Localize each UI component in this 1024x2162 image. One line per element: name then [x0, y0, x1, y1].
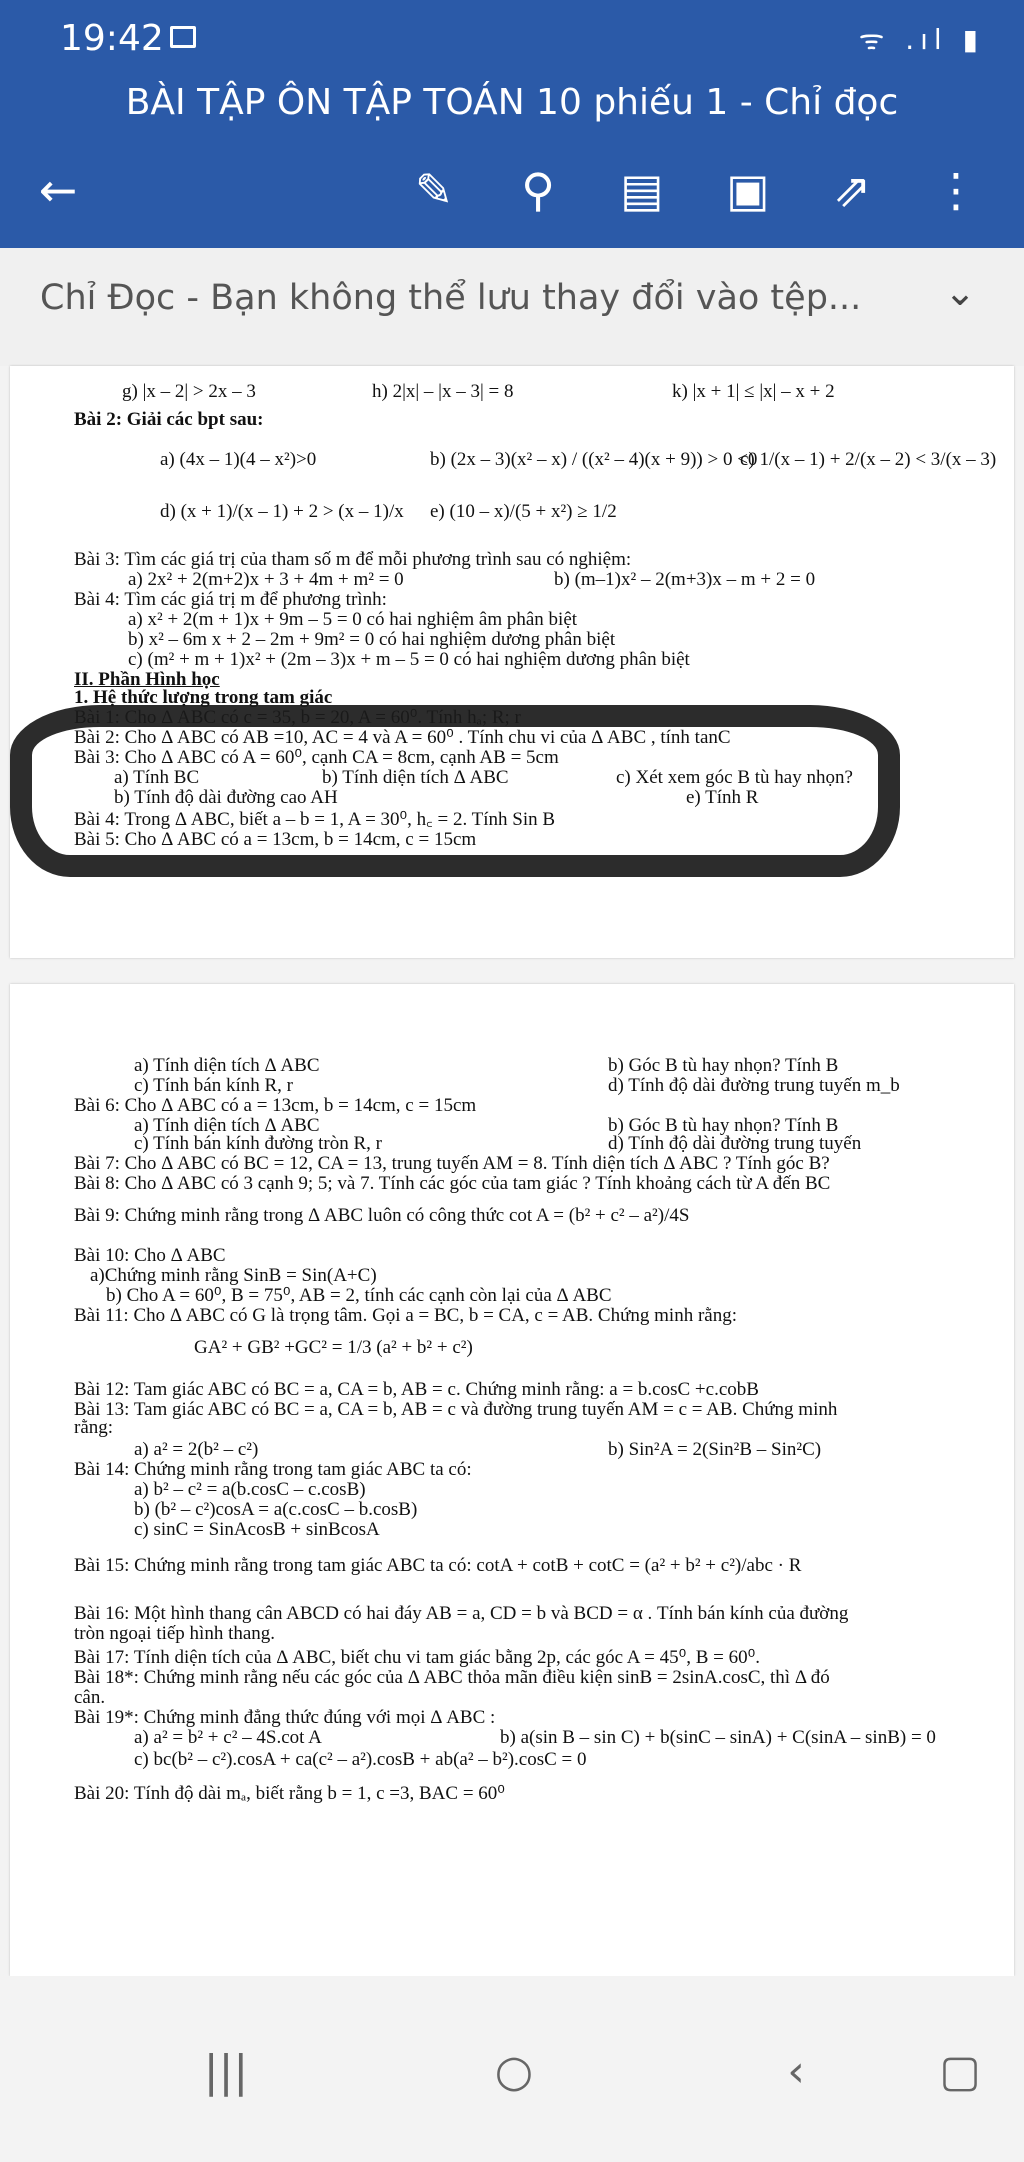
text-line: b) (m–1)x² – 2(m+3)x – m + 2 = 0 — [554, 569, 816, 590]
text-line: Bài 11: Cho Δ ABC có G là trọng tâm. Gọi a = BC, b = CA, c = AB. Chứng minh rằng: — [74, 1305, 737, 1326]
text-line: Bài 19*: Chứng minh đẳng thức đúng với mọi Δ ABC : — [74, 1707, 496, 1728]
text-line: tròn ngoại tiếp hình thang. — [74, 1623, 276, 1644]
text-line: Bài 4: Tìm các giá trị m để phương trình: — [74, 589, 387, 610]
text-line: a) b² – c² = a(b.cosC – c.cosB) — [134, 1479, 366, 1500]
status-time: 19:42 — [60, 18, 164, 59]
text-line: b) Góc B tù hay nhọn? Tính B — [608, 1115, 839, 1136]
text-line: c) Tính bán kính R, r — [134, 1075, 294, 1096]
system-navigation-bar — [0, 1976, 1024, 2162]
text-line: c) bc(b² – c²).cosA + ca(c² – a²).cosB + ab(a² – b²).cosC = 0 — [134, 1749, 587, 1770]
text-line: Bài 16: Một hình thang cân ABCD có hai đáy AB = a, CD = b và BCD = α . Tính bán kính của đường — [74, 1603, 849, 1624]
text-line: c) 1/(x – 1) + 2/(x – 2) < 3/(x – 3) — [740, 449, 997, 470]
text-line: c) Xét xem góc B tù hay nhọn? — [616, 767, 853, 788]
text-line: b) Tính độ dài đường cao AH — [114, 787, 338, 808]
text-line: b) a(sin B – sin C) + b(sinC – sinA) + C(sinA – sinB) = 0 — [500, 1727, 936, 1748]
text-line: c) Tính bán kính đường tròn R, r — [134, 1133, 382, 1154]
text-line: g) |x – 2| > 2x – 3 — [122, 381, 256, 402]
document-title: BÀI TẬP ÔN TẬP TOÁN 10 phiếu 1 - Chỉ đọc — [125, 82, 899, 123]
text-line: Bài 3: Cho Δ ABC có A = 60⁰, cạnh CA = 8cm, cạnh AB = 5cm — [74, 747, 559, 768]
ink-scribble-annotation — [10, 705, 900, 877]
text-line: a) (4x – 1)(4 – x²)>0 — [160, 449, 317, 470]
text-line: Bài 15: Chứng minh rằng trong tam giác ABC ta có: cotA + cotB + cotC = (a² + b² + c²)/abc · R — [74, 1555, 802, 1576]
app-header — [0, 0, 1024, 248]
text-line: h) 2|x| – |x – 3| = 8 — [372, 381, 514, 402]
text-line: k) |x + 1| ≤ |x| – x + 2 — [672, 381, 835, 402]
text-line: Bài 17: Tính diện tích của Δ ABC, biết chu vi tam giác bằng 2p, các góc A = 45⁰, B = 60⁰. — [74, 1647, 760, 1668]
share-icon[interactable]: ⇗ — [832, 163, 872, 217]
text-line: b) Sin²A = 2(Sin²B – Sin²C) — [608, 1439, 822, 1460]
text-line: Bài 14: Chứng minh rằng trong tam giác ABC ta có: — [74, 1459, 472, 1480]
text-line: a)Chứng minh rằng SinB = Sin(A+C) — [90, 1265, 377, 1286]
text-line: d) (x + 1)/(x – 1) + 2 > (x – 1)/x — [160, 501, 404, 522]
text-line: Bài 1: Cho Δ ABC có c = 35, b = 20, A = 60⁰. Tính hₐ; R; r — [74, 707, 521, 728]
formula-line: GA² + GB² +GC² = 1/3 (a² + b² + c²) — [194, 1337, 473, 1358]
text-line: a) Tính diện tích Δ ABC — [134, 1115, 320, 1136]
text-line: Bài 10: Cho Δ ABC — [74, 1245, 226, 1266]
read-only-message: Chỉ Đọc - Bạn không thể lưu thay đổi vào tệp... — [40, 278, 862, 318]
text-line: a) 2x² + 2(m+2)x + 3 + 4m + m² = 0 — [128, 569, 404, 590]
section-heading: II. Phần Hình học — [74, 669, 220, 690]
text-line: b) x² – 6m x + 2 – 2m + 9m² = 0 có hai nghiệm dương phân biệt — [128, 629, 616, 650]
text-line: cân. — [74, 1687, 106, 1708]
text-line: a) a² = b² + c² – 4S.cot A — [134, 1727, 322, 1748]
text-line: d) Tính độ dài đường trung tuyến m_b — [608, 1075, 900, 1096]
assistant-icon[interactable]: ▢ — [939, 2045, 981, 2097]
read-only-banner[interactable] — [0, 248, 1024, 366]
text-line: d) Tính độ dài đường trung tuyến — [608, 1133, 862, 1154]
recent-apps-icon[interactable]: ||| — [203, 2045, 249, 2097]
back-arrow-icon[interactable]: ← — [38, 163, 78, 217]
subsection-heading: 1. Hệ thức lượng trong tam giác — [74, 687, 333, 708]
text-line: Bài 5: Cho Δ ABC có a = 13cm, b = 14cm, c = 15cm — [74, 829, 477, 850]
text-line: Bài 4: Trong Δ ABC, biết a – b = 1, A = 30⁰, h꜀ = 2. Tính Sin B — [74, 809, 556, 830]
text-line: a) a² = 2(b² – c²) — [134, 1439, 259, 1460]
text-line: Bài 6: Cho Δ ABC có a = 13cm, b = 14cm, c = 15cm — [74, 1095, 477, 1116]
text-line: rằng: — [74, 1417, 114, 1438]
text-line: Bài 3: Tìm các giá trị của tham số m để mỗi phương trình sau có nghiệm: — [74, 549, 632, 570]
save-icon[interactable]: ▣ — [726, 163, 770, 217]
text-line: Bài 20: Tính độ dài mₐ, biết rằng b = 1, c =3, BAC = 60⁰ — [74, 1783, 505, 1804]
text-line: a) x² + 2(m + 1)x + 9m – 5 = 0 có hai nghiệm âm phân biệt — [128, 609, 578, 630]
text-line: Bài 13: Tam giác ABC có BC = a, CA = b, AB = c và đường trung tuyến AM = c = AB. Chứng minh — [74, 1399, 838, 1420]
text-line: Bài 2: Giải các bpt sau: — [74, 409, 264, 430]
chevron-down-icon[interactable]: ⌄ — [944, 270, 976, 314]
text-line: b) (2x – 3)(x² – x) / ((x² – 4)(x + 9)) > 0 <0 — [430, 449, 758, 470]
text-line: Bài 8: Cho Δ ABC có 3 cạnh 9; 5; và 7. Tính các góc của tam giác ? Tính khoảng cách từ A đến BC — [74, 1173, 831, 1194]
text-line: a) Tính diện tích Δ ABC — [134, 1055, 320, 1076]
text-line: a) Tính BC — [114, 767, 200, 788]
text-line: Bài 12: Tam giác ABC có BC = a, CA = b, AB = c. Chứng minh rằng: a = b.cosC +c.cobB — [74, 1379, 759, 1400]
back-icon[interactable]: ‹ — [787, 2045, 805, 2097]
edit-pencil-icon[interactable]: ✎ — [414, 163, 454, 217]
text-line: b) (b² – c²)cosA = a(c.cosC – b.cosB) — [134, 1499, 418, 1520]
text-line: e) (10 – x)/(5 + x²) ≥ 1/2 — [430, 501, 617, 522]
search-icon[interactable]: ⚲ — [521, 163, 555, 217]
text-line: b) Cho A = 60⁰, B = 75⁰, AB = 2, tính các cạnh còn lại của Δ ABC — [106, 1285, 612, 1306]
text-line: c) (m² + m + 1)x² + (2m – 3)x + m – 5 = 0 có hai nghiệm dương phân biệt — [128, 649, 690, 670]
text-line: Bài 7: Cho Δ ABC có BC = 12, CA = 13, trung tuyến AM = 8. Tính diện tích Δ ABC ? Tính góc B? — [74, 1153, 830, 1174]
text-line: Bài 18*: Chứng minh rằng nếu các góc của Δ ABC thỏa mãn điều kiện sinB = 2sinA.cosC, thì Δ đó — [74, 1667, 830, 1688]
text-line: Bài 2: Cho Δ ABC có AB =10, AC = 4 và A = 60⁰ . Tính chu vi của Δ ABC , tính tanC — [74, 727, 731, 748]
document-page-2 — [10, 984, 1014, 1976]
text-line: b) Tính diện tích Δ ABC — [322, 767, 509, 788]
reading-view-icon[interactable]: ▤ — [620, 163, 664, 217]
status-icons: ᯤ .ıl ▮ — [858, 23, 984, 56]
home-icon[interactable]: ○ — [494, 2045, 534, 2097]
text-line: b) Góc B tù hay nhọn? Tính B — [608, 1055, 839, 1076]
text-line: Bài 9: Chứng minh rằng trong Δ ABC luôn có công thức cot A = (b² + c² – a²)/4S — [74, 1205, 690, 1226]
text-line: e) Tính R — [686, 787, 759, 808]
gallery-notification-icon — [170, 26, 196, 48]
more-options-icon[interactable]: ⋮ — [933, 163, 979, 217]
text-line: c) sinC = SinAcosB + sinBcosA — [134, 1519, 380, 1540]
